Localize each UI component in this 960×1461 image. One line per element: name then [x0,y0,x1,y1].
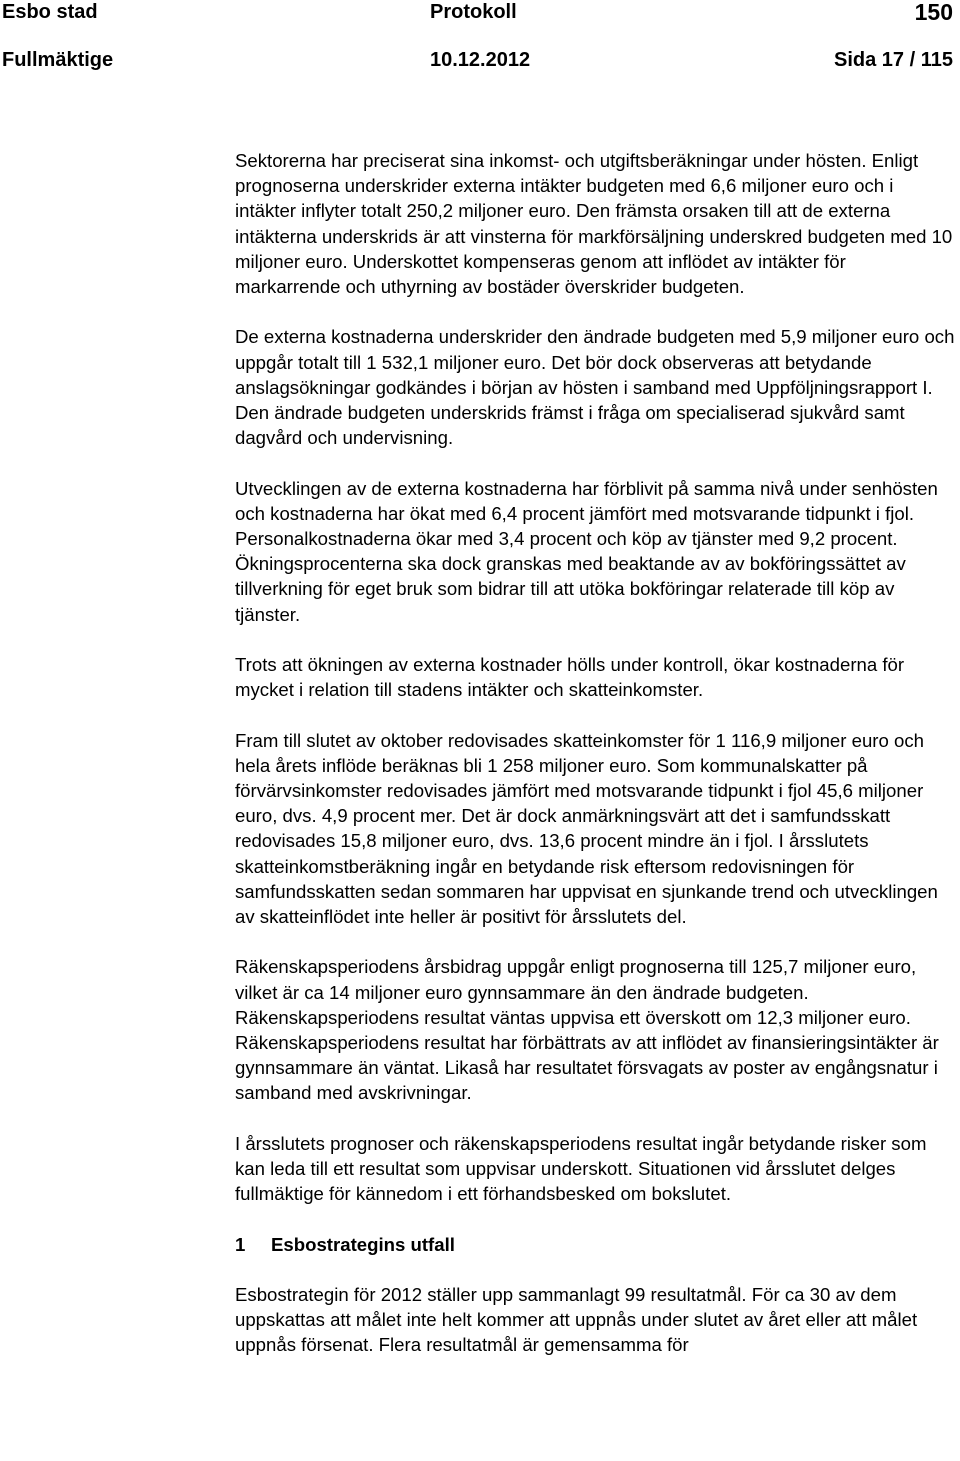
page-indicator: Sida 17 / 115 [834,49,953,71]
organization-name: Esbo stad [2,1,98,23]
protocol-number: 150 [914,0,953,25]
paragraph-cost-development: Utvecklingen av de externa kostnaderna har förblivit på samma nivå under senhösten och kostnaderna har ökat med 6,4 procent jämfört med motsvarande tidpunkt i fjol. Personalkostnaderna ökar med 3,4 procent och köp av tjänster med 9,2 procent. Ökningsprocenterna ska dock granskas med beaktande av av bokföringssättet av tillverkning för eget bruk som bidrar till att utöka bokföringar relaterade till köp av tjänster. [235,477,938,625]
section-number: 1 [235,1233,246,1255]
paragraph-external-costs: De externa kostnaderna underskrider den ändrade budgeten med 5,9 miljoner euro och uppgår totalt till 1 532,1 miljoner euro. Det bör dock observeras att betydande anslagsökningar godkändes i början av hösten i samband med Uppföljningsrapport I. Den ändrade budgeten underskrids främst i fråga om specialiserad sjukvård samt dagvård och undervisning. [235,326,955,449]
paragraph-cost-control: Trots att ökningen av externa kostnader hölls under kontroll, ökar kostnaderna för mycket i relation till stadens intäkter och skatteinkomster. [235,654,905,701]
section-title: Esbostrategins utfall [271,1233,455,1255]
paragraph-annual-contribution: Räkenskapsperiodens årsbidrag uppgår enligt prognoserna till 125,7 miljoner euro, vilket är ca 14 miljoner euro gynnsammare än den ändrade budgeten. Räkenskapsperiodens resultat väntas uppvisa ett överskott om 12,3 miljoner euro. Räkenskapsperiodens resultat har förbättrats av att inflödet av finansieringsintäkter är gynnsammare än väntat. Likaså har resultatet försvagats av poster av engångsnatur i samband med avskrivningar. [235,956,939,1104]
document-body [235,148,955,1383]
document-type: Protokoll [430,1,517,23]
header-row-2 [0,46,953,74]
header-row-1 [0,0,953,26]
paragraph-income-forecast: Sektorerna har preciserat sina inkomst- och utgiftsberäkningar under hösten. Enligt prognoserna underskrider externa intäkter budgeten med 6,6 miljoner euro och i intäkter inflyter totalt 250,2 miljoner euro. Den främsta orsaken till att de externa intäkterna underskrids är att vinsterna för markförsäljning underskred budgeten med 10 miljoner euro. Underskottet kompenseras genom att inflödet av intäkter för markarrende och uthyrning av bostäder överskrider budgeten. [235,150,953,298]
governing-body: Fullmäktige [2,49,114,71]
paragraph-strategy-outcome: Esbostrategin för 2012 ställer upp sammanlagt 99 resultatmål. För ca 30 av dem uppskattas att målet inte helt kommer att uppnås under slutet av året eller att målet uppnås försenat. Flera resultatmål är gemensamma för [235,1284,918,1356]
paragraph-year-end-risks: I årsslutets prognoser och räkenskapsperiodens resultat ingår betydande risker som kan leda till ett resultat som uppvisar underskott. Situationen vid årsslutet delges fullmäktige för kännedom i ett förhandsbesked om bokslutet. [235,1132,927,1205]
section-heading [235,1232,955,1257]
paragraph-tax-revenue: Fram till slutet av oktober redovisades skatteinkomster för 1 116,9 miljoner euro och hela årets inflöde beräknas bli 1 258 miljoner euro. Som kommunalskatter på förvärvsinkomster redovisades jämfört med motsvarande tidpunkt i fjol 45,6 miljoner euro, dvs. 4,9 procent mer. Det är dock anmärkningsvärt att det i samfundsskatt redovisades 15,8 miljoner euro, dvs. 13,6 procent mindre än i fjol. I årsslutets skatteinkomstberäkning ingår en betydande risk eftersom redovisningen för samfundsskatten sedan sommaren har uppvisat en sjunkande trend och utvecklingen av skatteinflödet inte heller är positivt för årsslutets del. [235,729,938,928]
meeting-date: 10.12.2012 [430,49,531,71]
